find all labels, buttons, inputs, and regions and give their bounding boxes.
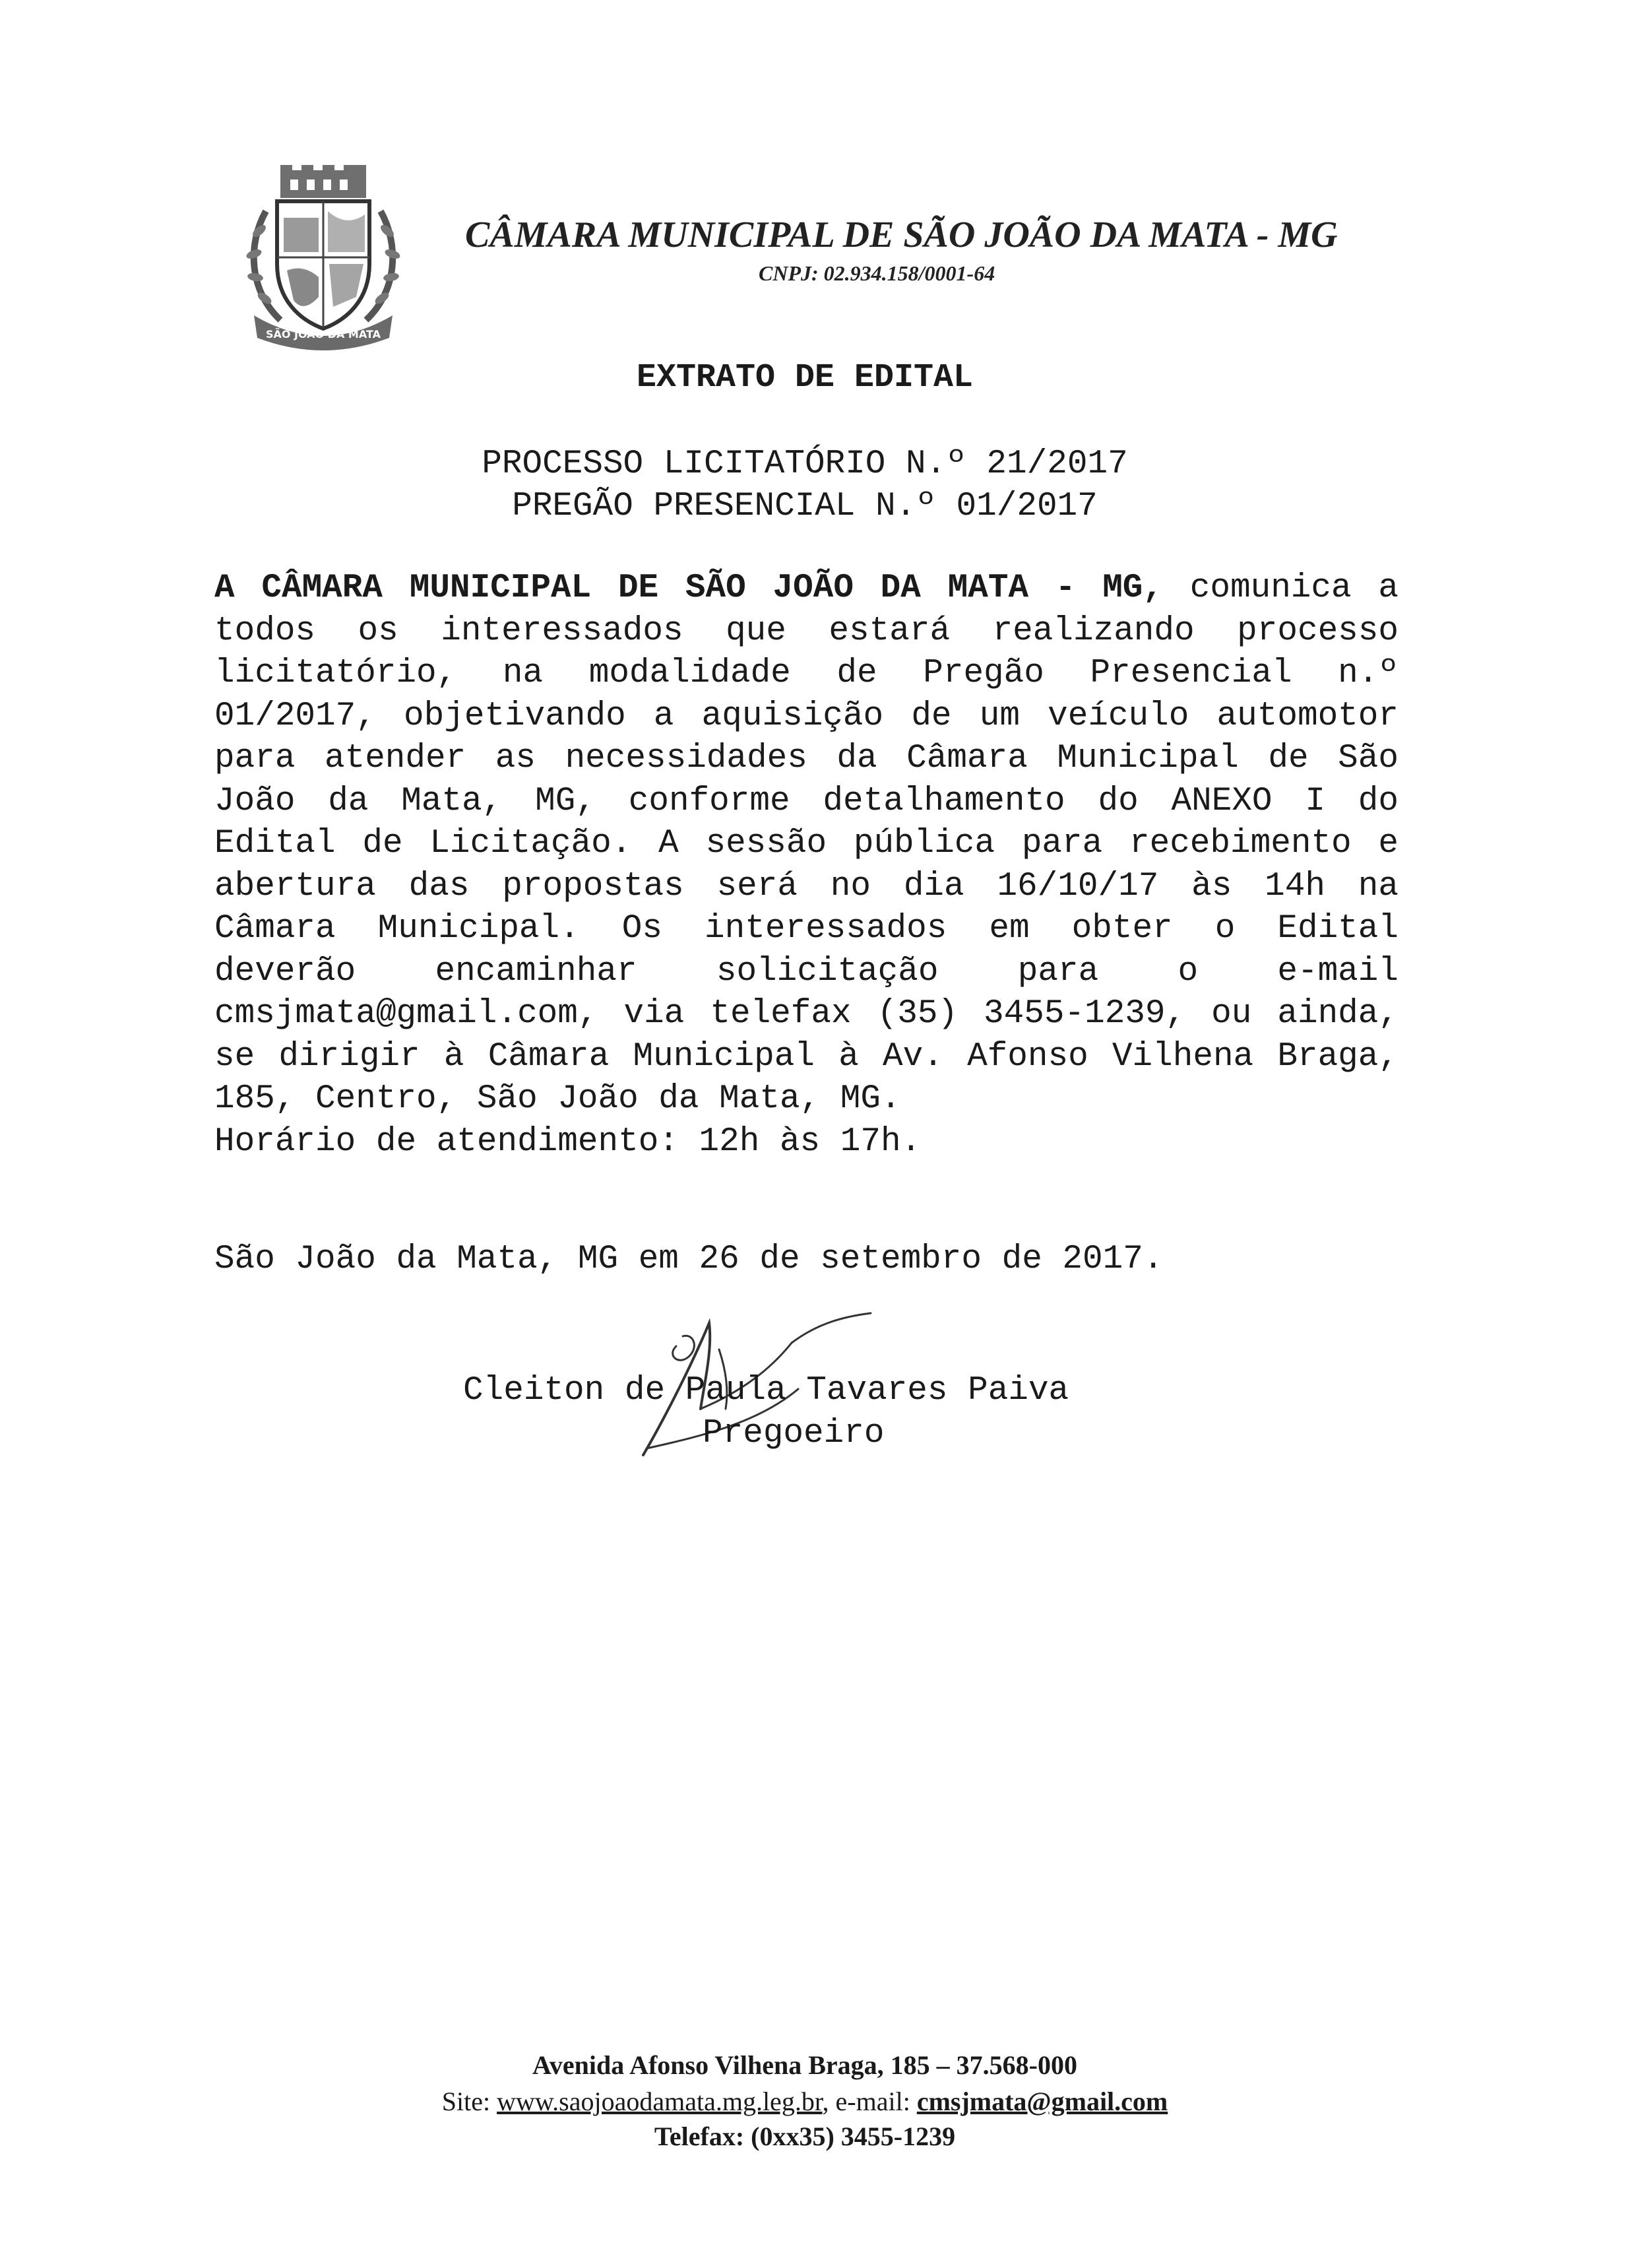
organization-cnpj: CNPJ: 02.934.158/0001-64	[759, 261, 995, 285]
signer-name: Cleiton de Paula Tavares Paiva	[463, 1372, 1069, 1409]
coat-of-arms-icon	[241, 165, 406, 356]
footer-contact	[0, 2089, 1610, 2115]
footer-email-label: , e-mail:	[822, 2087, 917, 2116]
seal-ribbon-text: SÃO JOÃO DA MATA	[265, 328, 381, 340]
footer-site-link[interactable]: www.saojoaodamata.mg.leg.br	[497, 2087, 823, 2116]
notice-lead: A CÂMARA MUNICIPAL DE SÃO JOÃO DA MATA - MG,	[214, 569, 1164, 607]
notice-hours: Horário de atendimento: 12h às 17h.	[214, 1122, 922, 1161]
footer-email-link[interactable]: cmsjmata@gmail.com	[916, 2087, 1168, 2116]
signer-role: Pregoeiro	[703, 1415, 885, 1452]
notice-text: comunica a todos os interessados que estará realizando processo licitatório, na modalidade de Pregão Presencial n.º 01/2017, objetivando a aquisição de um veículo automotor para atender as necessidades da Câmara Municipal de São João da Mata, MG, conforme detalhamento do ANEXO I do Edital de Licitação. A sessão pública para recebimento e abertura das propostas será no dia 16/10/17 às 14h na Câmara Municipal. Os interessados em obter o Edital deverão encaminhar solicitação para o e-mail cmsjmata@gmail.com, via telefax (35) 3455-1239, ou ainda, se dirigir à Câmara Municipal à Av. Afonso Vilhena Braga, 185, Centro, São João da Mata, MG.	[214, 569, 1399, 1118]
pregao-number: PREGÃO PRESENCIAL N.º 01/2017	[512, 488, 1098, 525]
footer-site-label: Site:	[441, 2087, 497, 2116]
footer-telefax: Telefax: (0xx35) 3455-1239	[654, 2122, 956, 2151]
organization-name: CÂMARA MUNICIPAL DE SÃO JOÃO DA MATA - MG	[465, 214, 1338, 255]
notice-body	[214, 567, 1399, 1163]
date-location: São João da Mata, MG em 26 de setembro de 2017.	[214, 1241, 1164, 1278]
document-title: EXTRATO DE EDITAL	[636, 359, 974, 397]
process-number: PROCESSO LICITATÓRIO N.º 21/2017	[482, 445, 1128, 483]
footer-address: Avenida Afonso Vilhena Braga, 185 – 37.568-000	[532, 2050, 1077, 2080]
